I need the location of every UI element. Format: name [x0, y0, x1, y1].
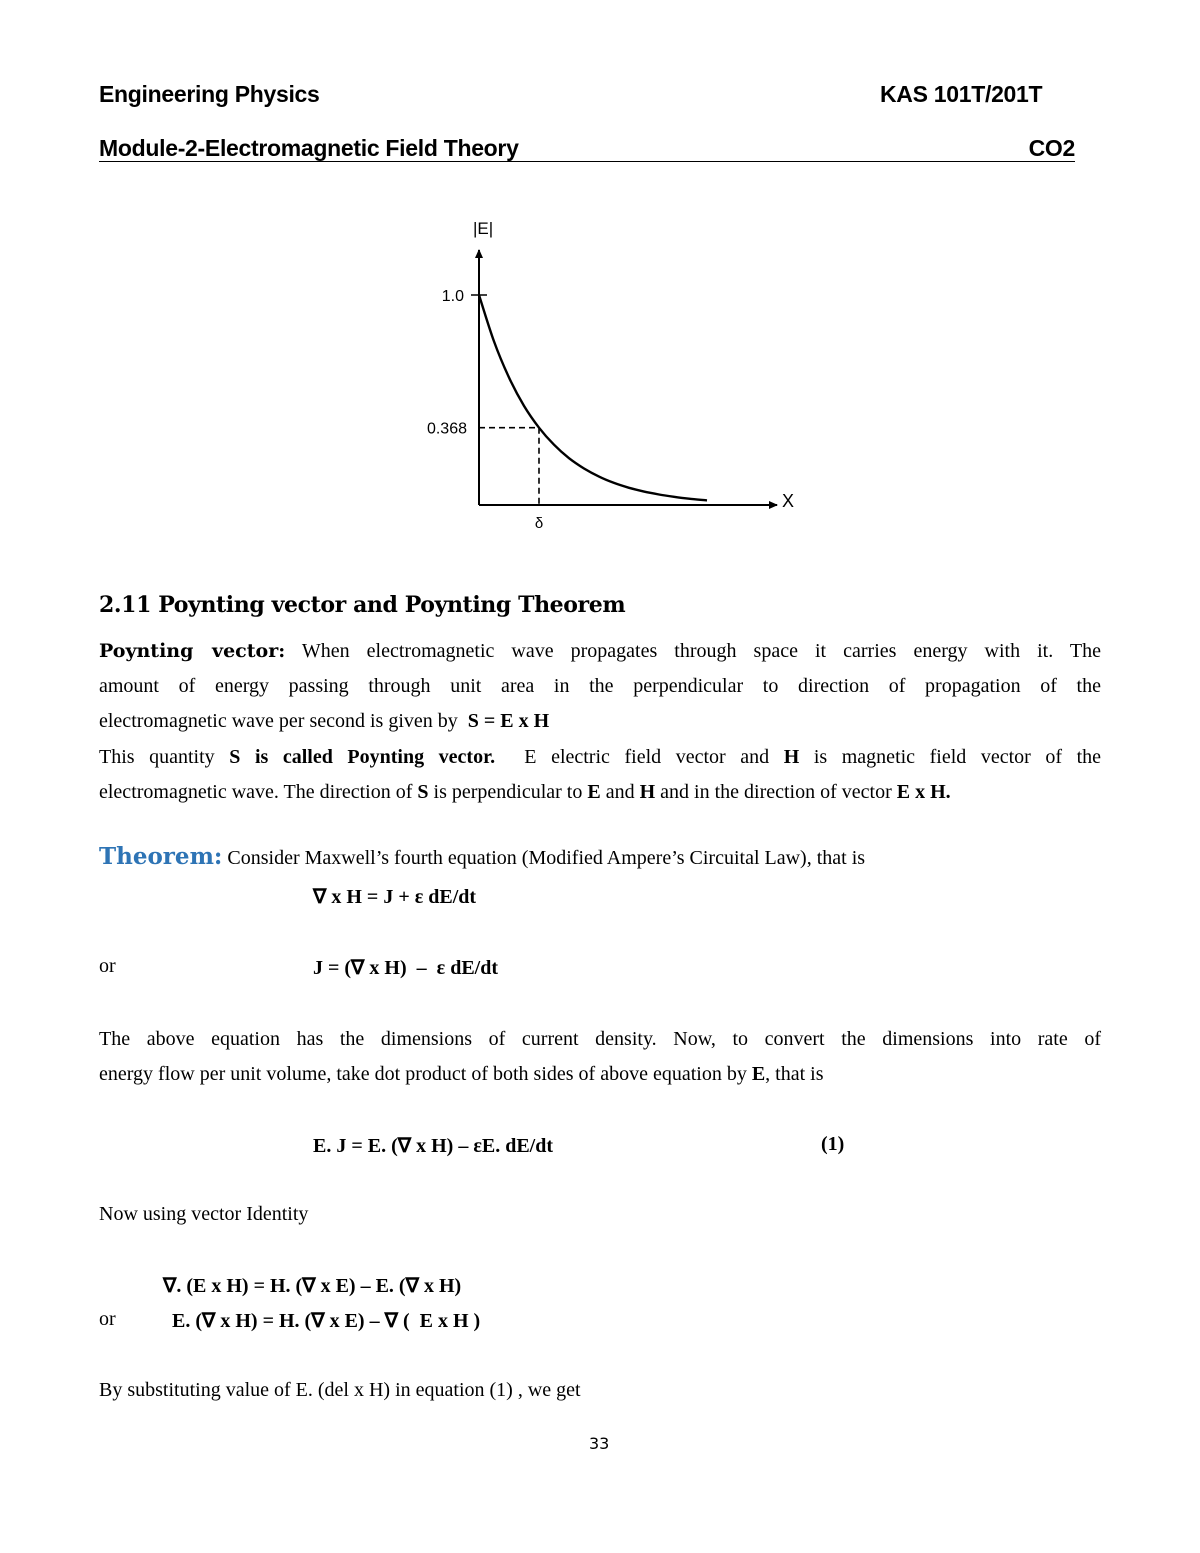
text-span: , that is	[765, 1063, 824, 1086]
text-span: This quantity	[99, 745, 215, 768]
poynting-vector-paragraph	[99, 634, 1101, 810]
identity-intro: Now using vector Identity	[99, 1203, 309, 1225]
text-span: H	[783, 745, 800, 768]
text-line	[99, 775, 1101, 810]
x-tick-label-delta: δ	[534, 515, 544, 532]
text-line	[99, 704, 1101, 739]
course-code: KAS 101T/201T	[880, 81, 1043, 107]
document-title: Engineering Physics	[99, 81, 320, 107]
text-span: and in the direction of vector	[660, 780, 892, 803]
attenuation-chart-svg	[405, 210, 815, 540]
text-span: Consider Maxwell’s fourth equation (Modified Ampere’s Circuital Law), that is	[227, 847, 866, 869]
text-span: E	[751, 1063, 766, 1086]
poynting-equation: S = E x H	[467, 710, 550, 733]
equation-1: E. J = E. (∇ x H) – εE. dE/dt	[313, 1135, 554, 1157]
text-span: E electric field vector and	[524, 745, 770, 768]
text-span: E	[587, 780, 601, 803]
substitution-text: By substituting value of E. (del x H) in equation (1) , we get	[99, 1379, 581, 1401]
text-span: S is called Poynting vector.	[229, 745, 496, 768]
text-span: H	[639, 780, 656, 803]
text-line	[99, 1022, 1101, 1057]
or-label-2: or	[99, 1308, 116, 1330]
module-header	[99, 135, 1075, 162]
text-line	[99, 1057, 1101, 1092]
text-line	[99, 634, 1101, 669]
equation-current-density: J = (∇ x H) – ε dE/dt	[313, 957, 498, 979]
y-tick-label-1: 1.0	[441, 288, 464, 305]
text-span: When electromagnetic wave propagates through space it carries energy with it. The	[301, 640, 1101, 662]
text-span: is magnetic field vector of the	[813, 745, 1102, 768]
text-line	[99, 669, 1101, 704]
text-span: S	[417, 780, 429, 803]
equation-rearranged-identity: E. (∇ x H) = H. (∇ x E) – ∇ ( E x H )	[172, 1310, 481, 1332]
poynting-label: Poynting vector:	[99, 640, 286, 662]
text-span: E x H.	[896, 780, 951, 803]
text-span: electromagnetic wave per second is given by	[99, 710, 458, 733]
equation-1-number: (1)	[821, 1133, 845, 1155]
course-outcome: CO2	[1028, 135, 1075, 161]
equation-maxwell-fourth: ∇ x H = J + ε dE/dt	[313, 886, 477, 908]
decay-curve	[479, 295, 707, 500]
text-span: and	[605, 780, 635, 803]
text-span: is perpendicular to	[433, 780, 583, 803]
dimensions-paragraph	[99, 1022, 1101, 1092]
module-title: Module-2-Electromagnetic Field Theory	[99, 135, 519, 161]
text-span: electromagnetic wave. The direction of	[99, 780, 413, 803]
theorem-label: Theorem:	[99, 843, 223, 870]
page-number: 33	[589, 1434, 610, 1453]
y-tick-label-0368: 0.368	[426, 420, 467, 438]
section-heading: 2.11 Poynting vector and Poynting Theorem	[99, 592, 626, 618]
y-axis-label: |E|	[473, 219, 494, 238]
text-span: The above equation has the dimensions of current density. Now, to convert the dimensions into rate of	[99, 1028, 1101, 1050]
or-label-1: or	[99, 955, 116, 977]
theorem-intro	[99, 843, 865, 870]
text-span: energy flow per unit volume, take dot product of both sides of above equation by	[99, 1063, 747, 1086]
equation-vector-identity: ∇. (E x H) = H. (∇ x E) – E. (∇ x H)	[163, 1275, 462, 1297]
x-axis-label: X	[782, 491, 795, 511]
text-span: amount of energy passing through unit area in the perpendicular to direction of propagation of the	[99, 675, 1101, 698]
attenuation-graph	[405, 210, 815, 540]
text-line	[99, 740, 1101, 775]
